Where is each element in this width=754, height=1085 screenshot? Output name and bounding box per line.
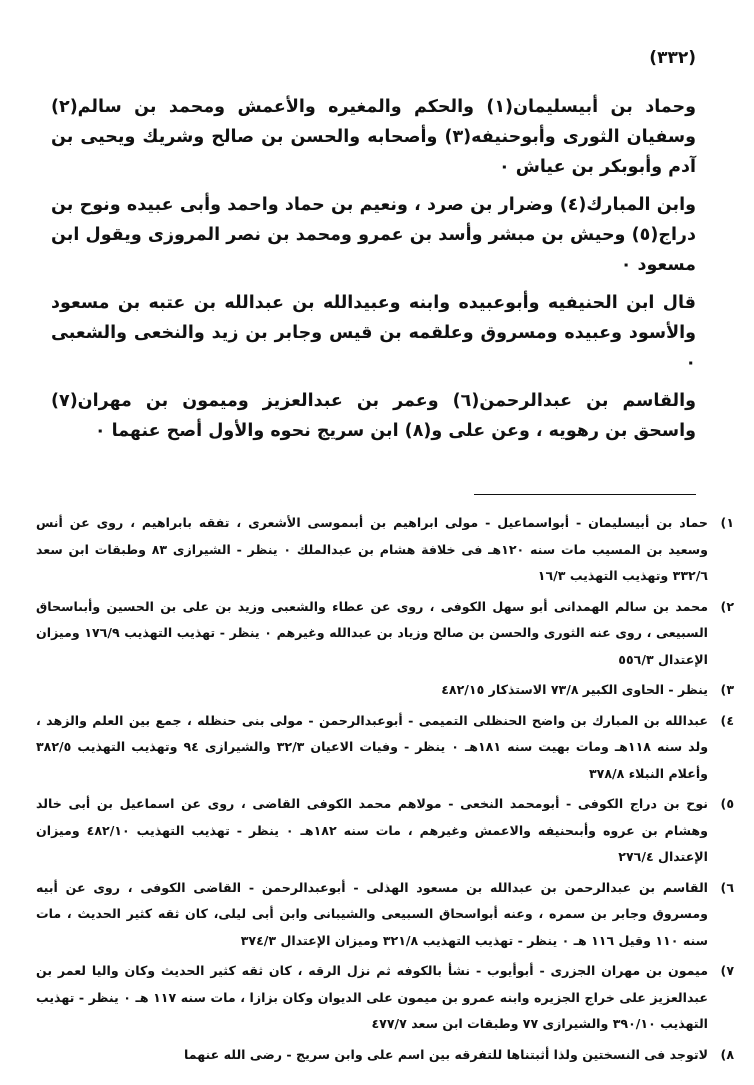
footnote <box>36 594 734 674</box>
footnote-text: محمد بن سالم الهمدانى أبو سهل الكوفى ، روى عن عطاء والشعبى وزيد بن على بن الحسين وأبىاسحاق السبيعى ، روى عنه الثورى والحسن بن صالح وزياد بن عبدالله وغيرهم ٠ ينظر - تهذيب التهذيب ١٧٦/٩ وميزان الإعتدال ٥٥٦/٣ <box>36 598 708 667</box>
footnote-number: ٢) <box>720 598 734 614</box>
footnote <box>36 875 734 955</box>
footnote <box>36 1042 734 1069</box>
footnote-text: عبدالله بن المبارك بن واضح الحنظلى التميمى - أبوعبدالرحمن - مولى بنى حنظله ، جمع بين العلم والزهد ، ولد سنه ١١٨هـ ومات بهيت سنه ١٨١هـ ٠ ينظر - وفيات الاعيان ٣٢/٣ والشيرازى ٩٤ وتهذيب التهذيب ٣٨٢/٥ وأعلام النبلاء ٣٧٨/٨ <box>36 712 709 781</box>
footnote-text: حماد بن أبيسليمان - أبواسماعيل - مولى ابراهيم بن أبىموسى الأشعرى ، تفقه بابراهيم ، روى عن أنس وسعيد بن المسيب مات سنه ١٢٠هـ فى خلافة هشام بن عبدالملك ٠ ينظر - الشيرازى ٨٣ وطبقات ابن سعد ٣٣٢/٦ وتهذيب التهذيب ١٦/٣ <box>36 515 709 583</box>
footnote <box>36 677 734 704</box>
main-paragraph: وحماد بن أبيسليمان(١) والحكم والمغيره والأعمش ومحمد بن سالم(٢) وسفيان الثورى وأبوحنيفه(٣) وأصحابه والحسن بن صالح وشريك ويحيى بن آدم وأبوبكر بن عياش ٠ <box>51 97 696 177</box>
footnote-number: ١) <box>720 515 734 530</box>
page-number: (٣٣٢) <box>649 48 696 68</box>
footnote-number: ٥) <box>720 796 734 811</box>
main-text <box>51 92 696 454</box>
footnote <box>36 791 734 871</box>
footnote-number: ٨) <box>720 1046 734 1062</box>
footnote-number: ٦) <box>720 879 734 895</box>
footnote-number: ٧) <box>720 963 734 978</box>
footnote <box>36 510 734 590</box>
footnote-text: القاسم بن عبدالرحمن بن عبدالله بن مسعود الهذلى - أبوعبدالرحمن - القاضى الكوفى ، روى عن أبيه ومسروق وجابر بن سمره ، وعنه أبواسحاق السبيعى والشيبانى وابن أبى ليلى، كان ثقه كثير الحديث ، مات سنه ١١٠ وقيل ١١٦ هـ ٠ ينظر - تهذيب التهذيب ٣٢١/٨ وميزان الإعتدال ٣٧٤/٣ <box>36 879 708 948</box>
main-paragraph: قال ابن الحنيفيه وأبوعبيده وابنه وعبيدالله بن عبدالله بن عتبه بن مسعود والأسود وعبيده ومسروق وعلقمه بن قيس وجابر بن زيد والنخعى والشعبى ٠ <box>51 293 696 373</box>
footnote-separator <box>474 494 696 495</box>
footnote-text: نوح بن دراج الكوفى - أبومحمد النخعى - مولاهم محمد الكوفى القاضى ، روى عن اسماعيل بن أبى خالد وهشام بن عروه وأبىحنيفه والاعمش وغيرهم ، مات سنه ١٨٢هـ ٠ ينظر - تهذيب التهذيب ٤٨٢/١٠ وميزان الإعتدال ٢٧٦/٤ <box>36 796 708 864</box>
footnote-text: ينظر - الحاوى الكبير ٧٣/٨ الاستذكار ٤٨٢/١٥ <box>441 682 708 697</box>
footnote-text: لاتوجد فى النسختين ولذا أثبتناها للتفرقه بين اسم على وابن سريج - رضى الله عنهما <box>184 1046 708 1062</box>
footnote <box>36 958 734 1038</box>
footnote-number: ٤) <box>720 712 734 728</box>
footnote-number: ٣) <box>720 682 734 697</box>
main-paragraph: وابن المبارك(٤) وضرار بن صرد ، ونعيم بن حماد واحمد وأبى عبيده ونوح بن دراج(٥) وحيش بن مبشر وأسد بن عمرو ومحمد بن نصر المروزى ويقول ابن مسعود ٠ <box>51 195 696 275</box>
main-paragraph: والقاسم بن عبدالرحمن(٦) وعمر بن عبدالعزيز وميمون بن مهران(٧) واسحق بن رهويه ، وعن على و(٨) ابن سريج نحوه والأول أصح عنهما ٠ <box>51 391 696 441</box>
footnote <box>36 708 734 788</box>
footnote-text: ميمون بن مهران الجزرى - أبوأيوب - نشأ بالكوفه ثم نزل الرقه ، كان ثقه كثير الحديث وكان واليا لعمر بن عبدالعزيز على خراج الجزيره وابنه عمرو بن ميمون على الديوان وكان بزازا ، مات سنه ١١٧ هـ ٠ ينظر - تهذيب التهذيب ٣٩٠/١٠ والشيرازى ٧٧ وطبقات ابن سعد ٤٧٧/٧ <box>36 963 708 1031</box>
footnotes <box>36 510 734 1072</box>
